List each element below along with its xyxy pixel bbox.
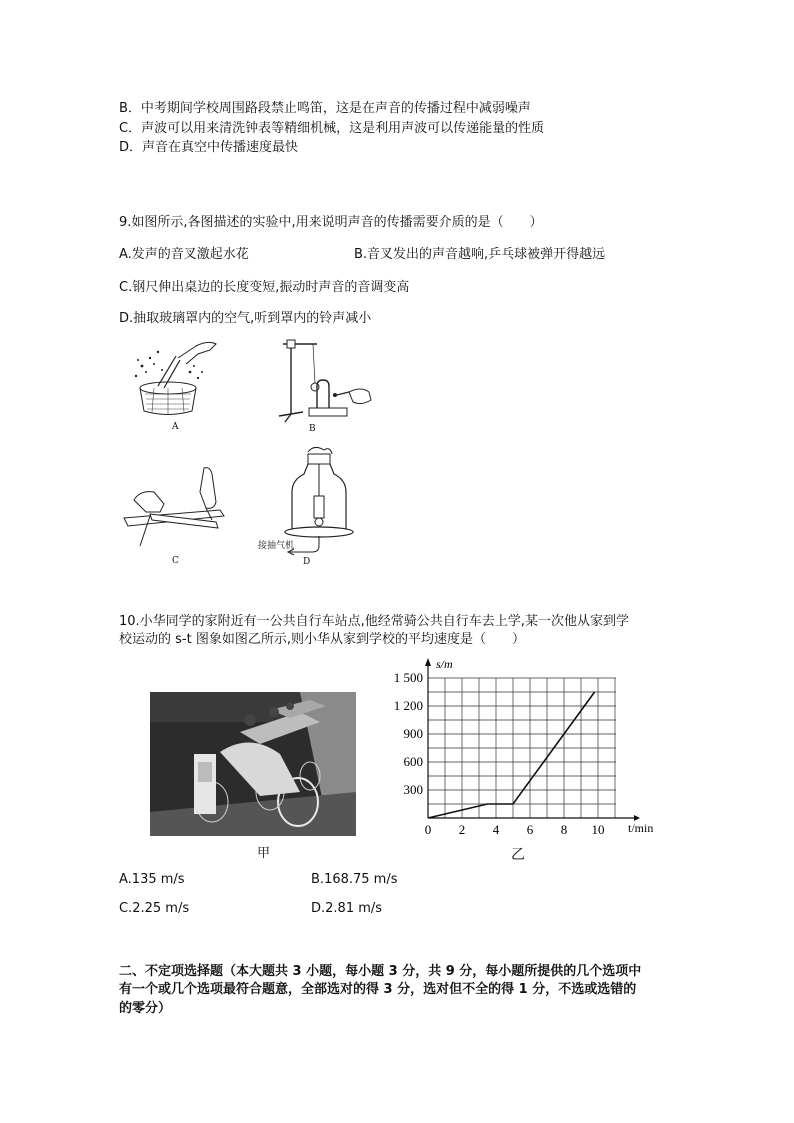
section2-line1: 二、不定项选择题（本大题共 3 小题，每小题 3 分，共 9 分，每小题所提供的几个选项中 [119,964,642,979]
q10-option-b: B.168.75 m/s [311,872,398,887]
graph-caption: 乙 [511,847,525,863]
series-line [428,692,595,818]
q9-option-d: D.抽取玻璃罩内的空气,听到罩内的铃声减小 [119,311,372,326]
option-b-prev: B．中考期间学校周围路段禁止鸣笛，这是在声音的传播过程中减弱噪声 [119,101,531,116]
q9-option-c: C.钢尺伸出桌边的长度变短,振动时声音的音调变高 [119,280,410,295]
q10-stem-line2: 校运动的 s-t 图象如图乙所示,则小华从家到学校的平均速度是（ ） [119,632,525,647]
figure-b-label: B [309,424,316,434]
y-tick-label: 1 500 [393,670,423,685]
x-tick-label: 0 [424,822,432,837]
figure-c-ruler-table [120,462,242,552]
y-axis-label: s/m [436,657,453,671]
x-axis-label: t/min [628,821,654,835]
x-tick-label: 2 [458,822,466,837]
q10-option-c: C.2.25 m/s [119,901,190,916]
y-tick-label: 900 [403,726,423,741]
figure-d-label: D [303,557,311,567]
y-tick-label: 1 200 [393,698,423,713]
x-tick-label: 4 [492,822,500,837]
photo-caption: 甲 [257,846,271,861]
st-graph [384,654,674,856]
figure-b-tuning-fork-ball [273,336,383,424]
q10-stem-line1: 10.小华同学的家附近有一公共自行车站点,他经常骑公共自行车去上学,某一次他从家到学 [119,614,629,629]
q9-option-a: A.发声的音叉激起水花 [119,247,249,262]
q9-stem: 9.如图所示,各图描述的实验中,用来说明声音的传播需要介质的是（ ） [119,215,543,230]
x-tick-label: 8 [560,822,568,837]
x-tick-label: 6 [526,822,534,837]
q10-option-a: A.135 m/s [119,872,185,887]
figure-d-note: 接抽气机 [258,541,295,551]
section2-line3: 的零分） [119,1001,172,1016]
figure-a-label: A [172,422,179,432]
bicycle-photo [150,692,356,836]
x-tick-label: 10 [591,822,605,837]
option-d-prev: D．声音在真空中传播速度最快 [119,140,299,155]
y-tick-label: 300 [403,782,423,797]
figure-c-label: C [172,556,179,566]
option-c-prev: C．声波可以用来清洗钟表等精细机械，这是利用声波可以传递能量的性质 [119,121,545,136]
y-axis-arrow [425,658,431,666]
q9-option-b: B.音叉发出的声音越响,乒乓球被弹开得越远 [354,247,606,262]
q10-option-d: D.2.81 m/s [311,901,383,916]
figure-a-tuning-fork-water [128,336,233,418]
y-tick-label: 600 [403,754,423,769]
section2-line2: 有一个或几个选项最符合题意，全部选对的得 3 分，选对但不全的得 1 分，不选或选错的 [119,982,637,997]
